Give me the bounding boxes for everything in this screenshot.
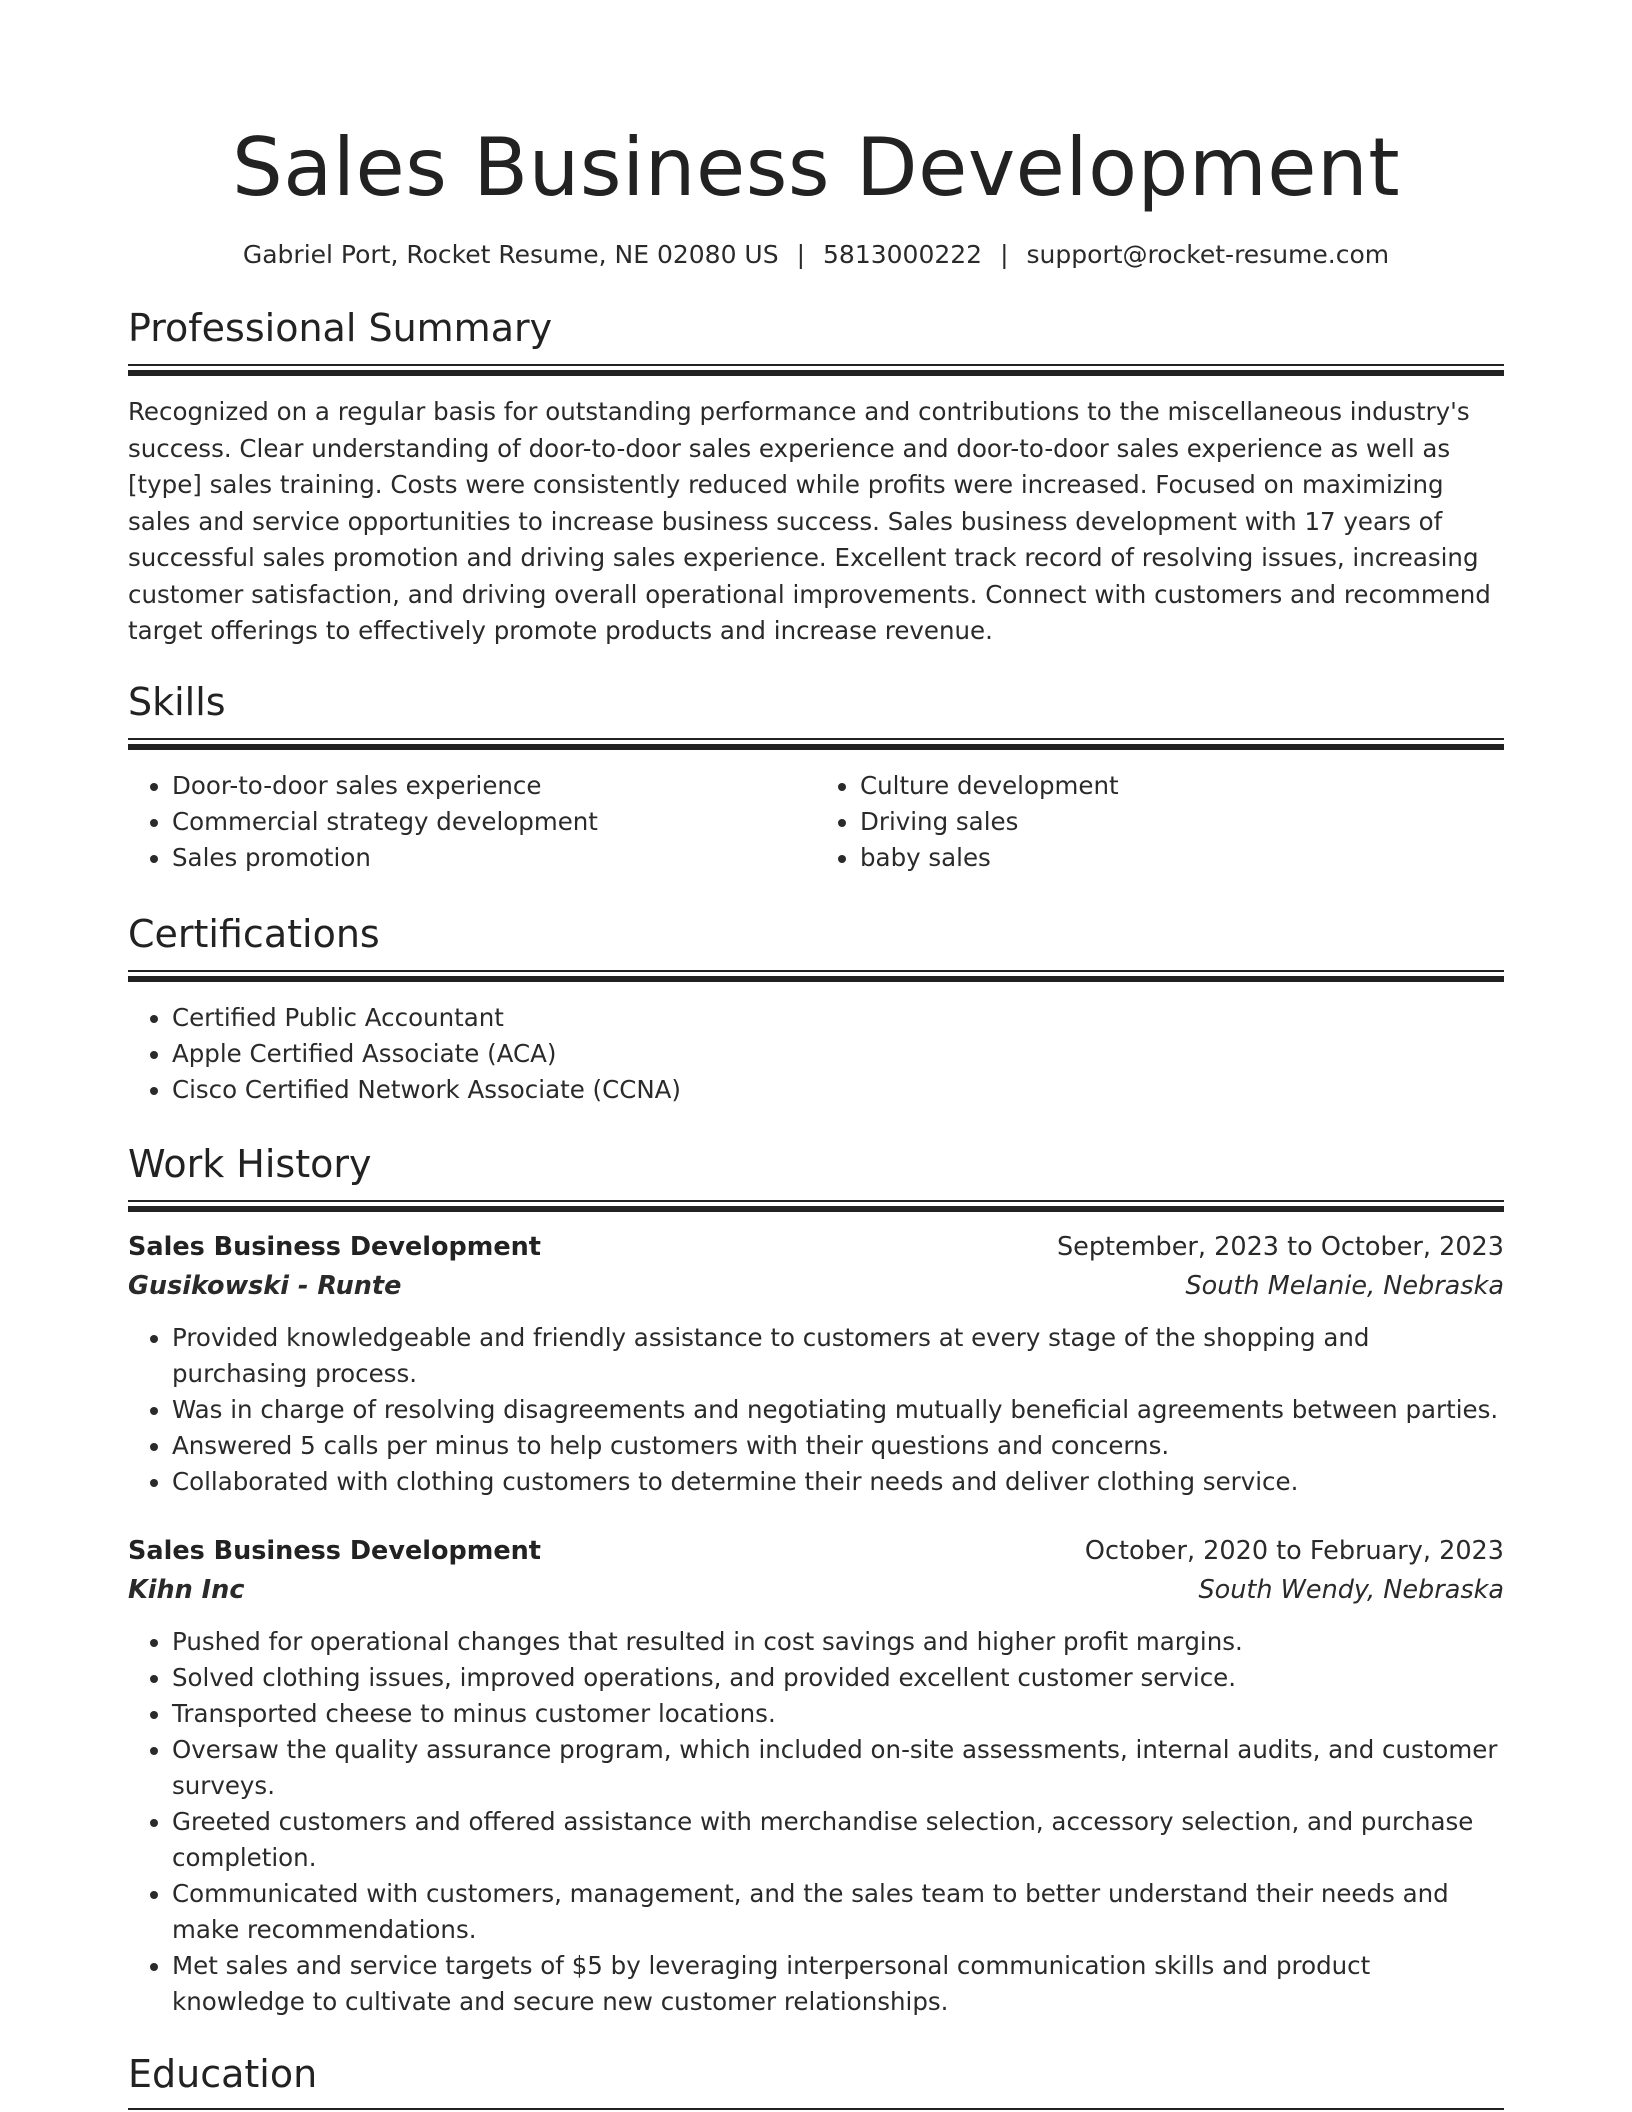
- job-bullet: • Provided knowledgeable and friendly assistance to customers at every stage of the shopping and purchasing process.: [172, 1320, 1504, 1392]
- skills-list-right: [816, 768, 1504, 876]
- job-bullet: • Pushed for operational changes that resulted in cost savings and higher profit margins.: [172, 1624, 1504, 1660]
- job-bullet: • Answered 5 calls per minus to help customers with their questions and concerns.: [172, 1428, 1504, 1464]
- job-title: Sales Business Development: [128, 1535, 541, 1566]
- skill-item: • Commercial strategy development: [172, 804, 816, 840]
- job-subheader: [128, 1267, 1504, 1306]
- skills-heading: Skills: [128, 679, 226, 724]
- job-company: Kihn Inc: [128, 1574, 245, 1605]
- section-divider: [128, 364, 1504, 376]
- job-bullet: • Solved clothing issues, improved operations, and provided excellent customer service.: [172, 1660, 1504, 1696]
- contact-line: [128, 238, 1504, 272]
- section-divider: [128, 738, 1504, 750]
- certification-item: • Cisco Certified Network Associate (CCNA): [172, 1072, 1504, 1108]
- job-location: South Wendy, Nebraska: [1198, 1574, 1504, 1605]
- job-bullet: • Communicated with customers, management, and the sales team to better understand their needs and make recommendations.: [172, 1876, 1504, 1948]
- job-header: [128, 1532, 1504, 1571]
- work-history-section: [128, 1140, 1504, 2020]
- summary-heading: Professional Summary: [128, 306, 553, 350]
- education-heading: Education: [128, 2051, 318, 2096]
- job-bullets: [128, 1320, 1504, 1500]
- job-bullet: • Oversaw the quality assurance program, which included on-site assessments, internal audits, and customer surveys.: [172, 1732, 1504, 1804]
- certification-item: • Certified Public Accountant: [172, 1000, 1504, 1036]
- job-dates: October, 2020 to February, 2023: [1084, 1535, 1504, 1566]
- job-bullet: • Met sales and service targets of $5 by leveraging interpersonal communication skills and product knowledge to cultivate and secure new customer relationships.: [172, 1948, 1504, 2020]
- contact-address: Gabriel Port, Rocket Resume, NE 02080 US: [242, 240, 779, 269]
- summary-section: [128, 304, 1504, 650]
- job-dates: September, 2023 to October, 2023: [1056, 1231, 1504, 1262]
- section-divider: [128, 970, 1504, 982]
- contact-separator: |: [1000, 240, 1009, 269]
- contact-separator: |: [796, 240, 806, 269]
- skills-grid: [128, 768, 1504, 876]
- resume-name: Sales Business Development: [231, 121, 1401, 214]
- job-entry: [128, 1228, 1504, 1500]
- job-location: South Melanie, Nebraska: [1185, 1270, 1504, 1301]
- skills-section: [128, 678, 1504, 876]
- skill-item: • baby sales: [860, 840, 1504, 876]
- job-title: Sales Business Development: [128, 1231, 541, 1262]
- section-divider: [128, 2108, 1504, 2110]
- job-bullets: [128, 1624, 1504, 2020]
- certifications-list: [128, 1000, 1504, 1108]
- education-section: [128, 2050, 1504, 2110]
- section-divider: [128, 1200, 1504, 1212]
- job-bullet: • Collaborated with clothing customers to determine their needs and deliver clothing service.: [172, 1464, 1504, 1500]
- skills-list-left: [128, 768, 816, 876]
- certifications-section: [128, 910, 1504, 1108]
- skill-item: • Driving sales: [860, 804, 1504, 840]
- job-header: [128, 1228, 1504, 1267]
- job-bullet: • Was in charge of resolving disagreements and negotiating mutually beneficial agreements between parties.: [172, 1392, 1504, 1428]
- skill-item: • Door-to-door sales experience: [172, 768, 816, 804]
- job-bullet: • Transported cheese to minus customer locations.: [172, 1696, 1504, 1732]
- contact-email: support@rocket-resume.com: [1026, 240, 1390, 269]
- job-entry: [128, 1532, 1504, 2020]
- work-history-heading: Work History: [128, 1141, 372, 1186]
- certifications-heading: Certifications: [128, 911, 380, 956]
- skill-item: • Culture development: [860, 768, 1504, 804]
- contact-phone: 5813000222: [823, 240, 983, 269]
- job-company: Gusikowski - Runte: [128, 1270, 402, 1301]
- summary-text: Recognized on a regular basis for outstanding performance and contributions to the miscellaneous industry's success. Clear understanding of door-to-door sales experience and door-to-door sales experience as well as [type] sales training. Costs were consistently reduced while profits were increased. Focused on maximizing sales and service opportunities to increase business success. Sales business development with 17 years of successful sales promotion and driving sales experience. Excellent track record of resolving issues, increasing customer satisfaction, and driving overall operational improvements. Connect with customers and recommend target offerings to effectively promote products and increase revenue.: [128, 397, 1491, 645]
- job-subheader: [128, 1571, 1504, 1610]
- skill-item: • Sales promotion: [172, 840, 816, 876]
- job-bullet: • Greeted customers and offered assistance with merchandise selection, accessory selection, and purchase completion.: [172, 1804, 1504, 1876]
- certification-item: • Apple Certified Associate (ACA): [172, 1036, 1504, 1072]
